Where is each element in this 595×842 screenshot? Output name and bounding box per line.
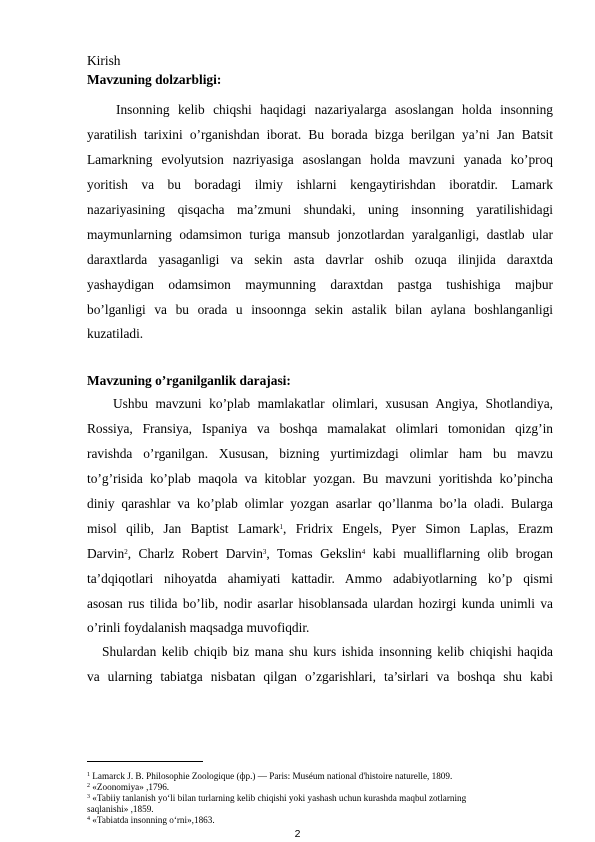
paragraph-line: Ushbu mavzuni ko’plab mamlakatlar olimlari, xususan Angiya, Shotlandiya, [113,396,553,411]
paragraph-line: va ularning tabiatga nisbatan qilgan o’zgarishlari, ta’sirlari va boshqa shu kabi [87,669,553,684]
paragraph-line: Rossiya, Fransiya, Ispaniya va boshqa mamalakat olimlari tomonidan qizg’in [87,421,553,436]
paragraph-line: yoritish va bu boradagi ilmiy ishlarni kengaytirishdan iboratdir. Lamark [87,177,553,192]
paragraph-line: o’rinli foydalanish maqsadga muvofiqdir. [87,620,310,635]
footnote: $^1$ Lamarck J. B. Philosophie Zoologique (фр.) — Paris: Muséum national d'histoire naturelle, 1809. [87,771,453,781]
paragraph-line: Insonning kelib chiqshi haqidagi nazariyalarga asoslangan holda insonning [116,102,553,117]
paragraph-line: maymunlarning odamsimon turiga mansub jonzotlardan yaralganligi, dastlab ular [87,227,553,242]
paragraph-line: daraxtlarda yasaganligi va sekin asta davrlar oshib ozuqa ilinjida daraxtda [87,252,553,267]
heading-dolzarblik: Mavzuning dolzarbligi: [87,72,222,87]
heading-kirish: Kirish [87,53,121,68]
footnote-ref: 1 [279,523,284,531]
paragraph-line: yashaydigan odamsimon maymunning daraxtdan pastga tushishiga majbur [87,277,553,292]
paragraph-line: ta’dqiqotlari nihoyatda ahamiyati kattadir. Ammo adabiyotlarning ko’p qismi [87,571,553,586]
paragraph-line: yaratilish tarixini o’rganishdan iborat. Bu borada bizga berilgan ya’ni Jan Batsit [87,127,553,142]
footnote-separator [87,761,203,762]
paragraph-line: kuzatiladi. [87,326,144,341]
paragraph-line: diniy qarashlar va ko’plab olimlar yozgan asarlar qo’llanma bo’la oladi. Bularga [87,496,553,511]
footnote-ref: 2 [124,548,128,556]
paragraph-line: bo’lganligi va bu orada u insoonnga sekin astalik bilan aylana boshlanganligi [87,302,553,317]
paragraph-line: to’g’risida ko’plab maqola va kitoblar yozgan. Bu mavzuni yoritishda ko’pincha [87,471,553,486]
paragraph-line: misol qilib, Jan Baptist Lamark$^1$, Fridrix Engels, Pyer Simon Laplas, Erazm [87,521,553,536]
paragraph-line: Shulardan kelib chiqib biz mana shu kurs ishida insonning kelib chiqishi haqida [102,644,553,659]
footnote-ref: 3 [262,548,267,556]
paragraph-line: Darvin$^2$, Charlz Robert Darvin$^3$, Tomas Gekslin$^4$ kabi mualliflarning olib brogan [87,546,553,561]
paragraph-line: nazariyasining qisqacha ma’zmuni shundaki, uning insonning yaratilishidagi [87,202,553,217]
heading-daraja: Mavzuning o’rganilganlik darajasi: [87,373,291,388]
footnote: $^2$ «Zoonomiya» ,1796. [87,782,170,792]
footnote: $^3$ «Tabiiy tanlanish yo‘li bilan turlarning kelib chiqishi yoki yashash uchun kurashda maqbul zotlarning [87,793,467,803]
footnote: $^4$ «Tabiatda insonning o‘rni»,1863. [87,815,215,825]
paragraph-line: ravishda o’rganilgan. Xususan, bizning yurtimizdagi olimlar ham bu mavzu [87,446,553,461]
footnote: saqlanishi» ,1859. [87,804,154,814]
paragraph-line: asosan rus tilida bo’lib, nodir asarlar hisoblansada ulardan hozirgi kunda unimli va [87,596,553,611]
page-number: 2 [294,828,301,840]
paragraph-line: Lamarkning evolyutsion nazriyasiga asoslangan holda mavzuni yanada ko’proq [87,152,553,167]
footnote-ref: 4 [361,548,366,556]
